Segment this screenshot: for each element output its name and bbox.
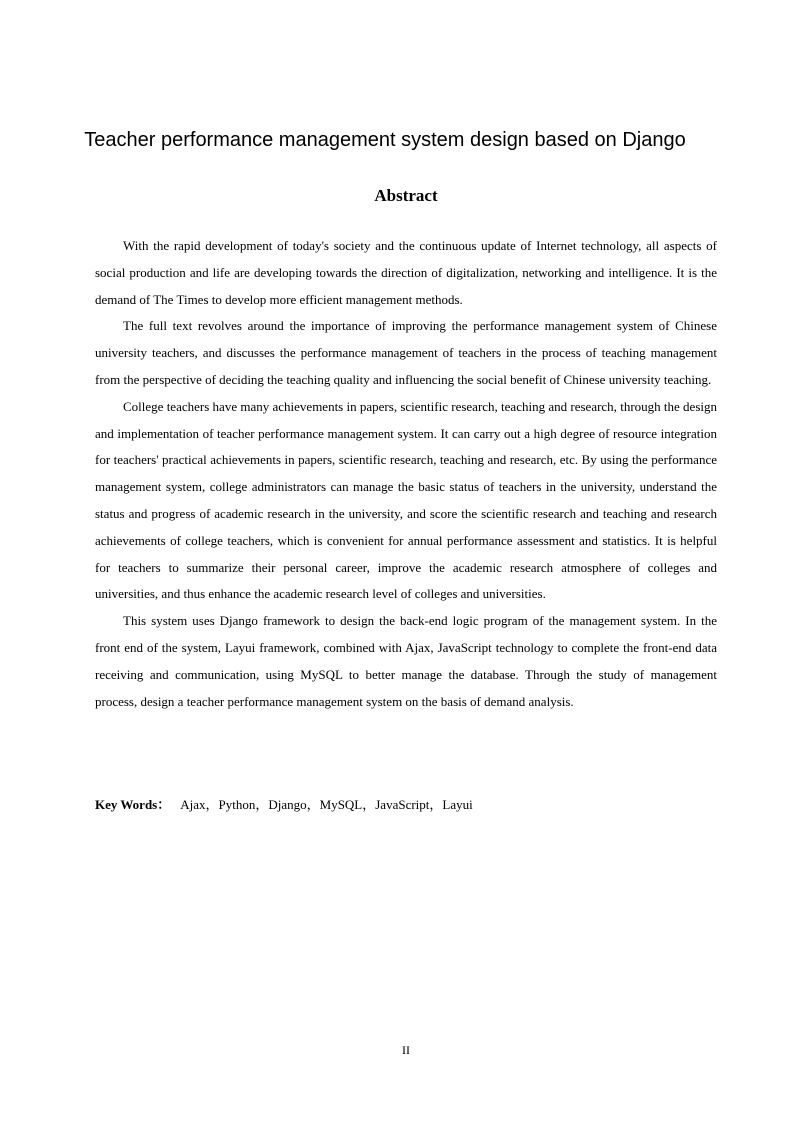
keywords-line — [95, 795, 717, 815]
abstract-paragraph: This system uses Django framework to design the back-end logic program of the management system. In the front end of the system, Layui framework, combined with Ajax, JavaScript technology to complete the front-end data receiving and communication, using MySQL to better manage the database. Through the study of management process, design a teacher performance management system on the basis of demand analysis. — [95, 613, 717, 709]
keywords-label: Key Words： — [95, 797, 171, 812]
abstract-body — [95, 233, 717, 715]
abstract-paragraph: College teachers have many achievements in papers, scientific research, teaching and research, through the design and implementation of teacher performance management system. It can carry out a high degree of resource integration for teachers' practical achievements in papers, scientific research, teaching and research, etc. By using the performance management system, college administrators can manage the basic status of teachers in the university, understand the status and progress of academic research in the university, and score the scientific research and teaching and research achievements of college teachers, which is convenient for annual performance assessment and statistics. It is helpful for teachers to summarize their personal career, improve the academic research atmosphere of colleges and universities, and thus enhance the academic research level of colleges and universities. — [95, 398, 717, 602]
abstract-heading: Abstract — [374, 186, 438, 205]
abstract-paragraph: The full text revolves around the importance of improving the performance management system of Chinese university teachers, and discusses the performance management of teachers in the process of teaching management from the perspective of deciding the teaching quality and influencing the social benefit of Chinese university teaching. — [95, 318, 717, 387]
abstract-paragraph: With the rapid development of today's society and the continuous update of Internet technology, all aspects of social production and life are developing towards the direction of digitalization, networking and intelligence. It is the demand of The Times to develop more efficient management methods. — [95, 238, 717, 307]
keywords-list: Ajax，Python，Django，MySQL，JavaScript，Layui — [180, 797, 473, 812]
page-number: II — [402, 1043, 410, 1057]
paper-title: Teacher performance management system design based on Django — [84, 129, 686, 151]
